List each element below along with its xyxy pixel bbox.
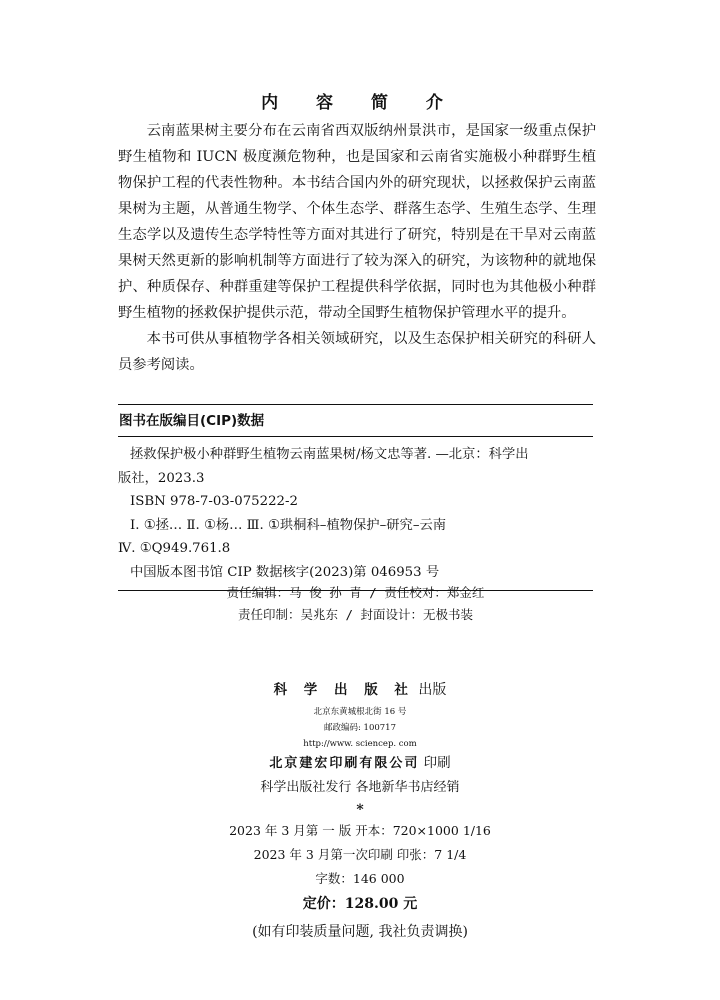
quality-notice: (如有印装质量问题, 我社负责调换)	[252, 924, 468, 940]
price: 定价：128.00 元	[302, 896, 418, 912]
publisher-address: 北京东黄城根北街 16 号	[313, 707, 407, 717]
summary-paragraph-2: 本书可供从事植物学各相关领域研究，以及生态保护相关研究的科研人员参考阅读。	[118, 331, 596, 373]
printing-line: 2023 年 3 月第一次印刷 印张：7 1/4	[253, 847, 467, 862]
separator-star: *	[356, 802, 364, 818]
cip-number: 中国版本图书馆 CIP 数据核字(2023)第 046953 号	[130, 564, 440, 580]
publisher-name: 科 学 出 版 社	[273, 682, 414, 698]
cip-isbn: ISBN 978-7-03-075222-2	[130, 494, 298, 509]
cip-classification: Ⅰ. ①拯… Ⅱ. ①杨… Ⅲ. ①珙桐科–植物保护–研究–云南	[130, 517, 447, 533]
staff-line-production: 责任印制：吴兆东 / 封面设计：无极书装	[237, 607, 474, 622]
publisher-line	[0, 676, 720, 704]
printer-suffix: 印刷	[423, 755, 451, 771]
publisher-url: http://www. sciencep. com	[303, 739, 417, 749]
content-summary	[118, 118, 596, 378]
cip-book-record-continued: 版社，2023.3	[118, 470, 205, 486]
distribution-line: 科学出版社发行 各地新华书店经销	[260, 780, 460, 795]
printer-line	[0, 752, 720, 775]
edition-line: 2023 年 3 月第 一 版 开本：720×1000 1/16	[229, 823, 491, 838]
imprint-block	[0, 676, 720, 947]
page-title: 内 容 简 介	[261, 93, 459, 113]
publisher-suffix: 出版	[418, 682, 447, 698]
publisher-postcode: 邮政编码: 100717	[323, 723, 396, 733]
cip-book-record: 拯救保护极小种群野生植物云南蓝果树/杨文忠等著. —北京：科学出	[130, 447, 529, 462]
cip-heading: 图书在版编目(CIP)数据	[119, 413, 265, 429]
word-count: 字数：146 000	[315, 871, 405, 886]
cip-classification-continued: Ⅳ. ①Q949.761.8	[118, 541, 231, 556]
summary-paragraph-1: 云南蓝果树主要分布在云南省西双版纳州景洪市，是国家一级重点保护野生植物和 IUCN 极度濒危物种，也是国家和云南省实施极小种群野生植物保护工程的代表性物种。本书结合国内外的研究现状，以拯救保护云南蓝果树为主题，从普通生物学、个体生态学、群落生态学、生殖生态学、生理生态学以及遗传生态学特性等方面对其进行了研究，特别是在干旱对云南蓝果树天然更新的影响机制等方面进行了较为深入的研究，为该物种的就地保护、种质保存、种群重建等保护工程提供科学依据，同时也为其他极小种群野生植物的拯救保护提供示范，带动全国野生植物保护管理水平的提升。	[118, 123, 596, 321]
editorial-staff	[118, 582, 593, 626]
printer-name: 北京建宏印刷有限公司	[269, 756, 420, 771]
cip-divider	[118, 436, 593, 437]
cip-data-block	[118, 404, 593, 591]
staff-line-editors: 责任编辑：马 俊 孙 青 / 责任校对：郑金红	[226, 585, 485, 600]
